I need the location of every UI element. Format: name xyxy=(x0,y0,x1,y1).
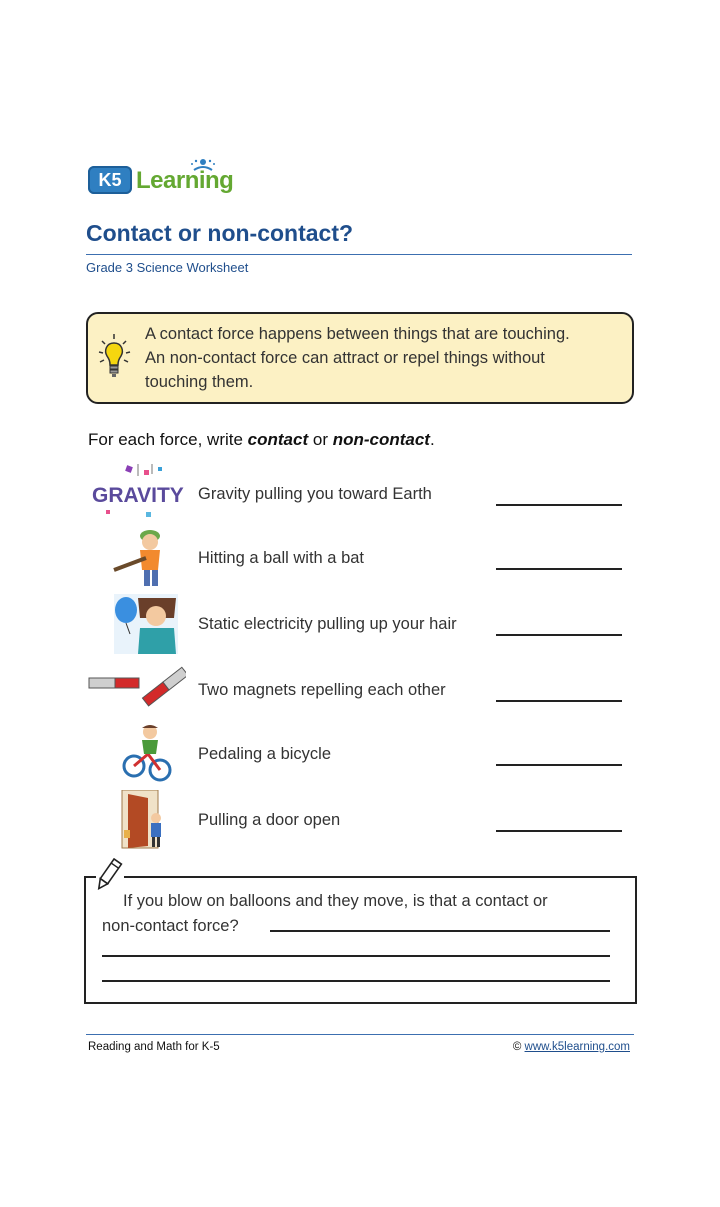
info-line-3: touching them. xyxy=(145,373,254,391)
answer-line[interactable] xyxy=(496,568,622,570)
item-text: Pulling a door open xyxy=(198,811,341,829)
instructions-word-contact: contact xyxy=(247,430,309,449)
item-text: Gravity pulling you toward Earth xyxy=(198,485,432,503)
pencil-icon xyxy=(90,858,124,894)
instructions-word-noncontact: non-contact xyxy=(332,430,430,449)
answer-line[interactable] xyxy=(496,700,622,702)
info-text xyxy=(145,322,627,394)
list-item xyxy=(86,724,626,784)
footer-divider xyxy=(86,1034,634,1035)
logo-word: Learning xyxy=(136,167,234,194)
logo-figure-icon xyxy=(188,158,218,178)
title-divider xyxy=(86,254,632,255)
k5-learning-logo xyxy=(88,158,248,202)
instructions-prefix: For each force, write xyxy=(88,430,248,449)
info-box xyxy=(86,312,634,404)
copyright-symbol: © xyxy=(512,1041,522,1053)
instructions-suffix: . xyxy=(429,430,435,449)
answer-line[interactable] xyxy=(496,504,622,506)
answer-line[interactable] xyxy=(496,634,622,636)
gravity-image-text: GRAVITY xyxy=(92,484,184,507)
item-text: Two magnets repelling each other xyxy=(198,681,446,699)
question-line-2: non-contact force? xyxy=(102,917,239,935)
answer-line[interactable] xyxy=(496,764,622,766)
list-item xyxy=(86,528,626,588)
item-text: Hitting a ball with a bat xyxy=(198,549,365,567)
answer-line[interactable] xyxy=(102,955,610,957)
logo-badge: K5 xyxy=(88,166,132,194)
page-subtitle: Grade 3 Science Worksheet xyxy=(86,260,249,275)
list-item xyxy=(86,790,626,850)
answer-line[interactable] xyxy=(270,930,610,932)
lightbulb-icon xyxy=(94,332,136,382)
footer-right xyxy=(513,1039,630,1055)
instructions-middle: or xyxy=(308,430,333,449)
instructions xyxy=(88,428,435,452)
magnets-icon xyxy=(86,660,186,720)
list-item xyxy=(86,660,626,720)
info-line-2: An non-contact force can attract or repel things without xyxy=(145,349,545,367)
question-line-1: If you blow on balloons and they move, is that a contact or xyxy=(123,892,548,910)
item-text: Pedaling a bicycle xyxy=(198,745,331,763)
answer-line[interactable] xyxy=(496,830,622,832)
list-item xyxy=(86,464,626,524)
boy-bicycle-icon xyxy=(86,724,186,784)
page-title: Contact or non-contact? xyxy=(86,220,354,246)
door-open-icon xyxy=(86,790,186,850)
footer-left-text: Reading and Math for K-5 xyxy=(88,1041,220,1053)
gravity-word-icon xyxy=(86,464,186,524)
item-text: Static electricity pulling up your hair xyxy=(198,615,457,633)
website-link[interactable]: www.k5learning.com xyxy=(524,1041,630,1053)
info-line-1: A contact force happens between things that are touching. xyxy=(145,325,570,343)
balloon-hair-icon xyxy=(86,594,186,654)
answer-line[interactable] xyxy=(102,980,610,982)
list-item xyxy=(86,594,626,654)
boy-batting-icon xyxy=(86,528,186,588)
